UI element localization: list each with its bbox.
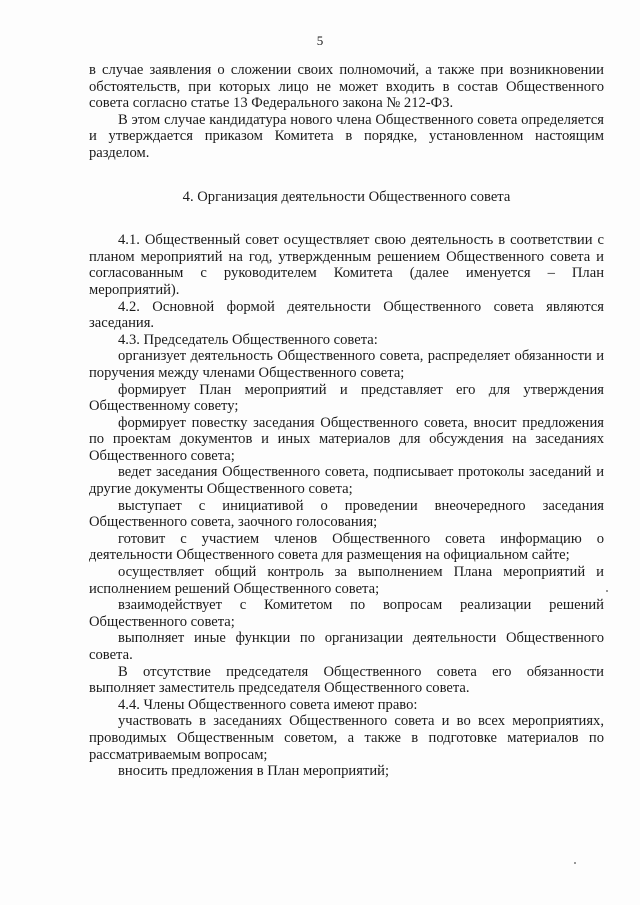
section-heading: 4. Организация деятельности Общественного совета <box>182 188 511 205</box>
paragraph: формирует План мероприятий и представляет его для утверждения Общественному совету; <box>89 381 604 415</box>
paragraph: взаимодействует с Комитетом по вопросам реализации решений Общественного совета; <box>89 597 604 630</box>
paragraph: выполняет иные функции по организации деятельности Общественного совета. <box>89 630 604 663</box>
paragraphs-top <box>89 62 604 162</box>
paragraph: 4.2. Основной формой деятельности Общественного совета являются заседания. <box>89 298 604 332</box>
paragraph: готовит с участием членов Общественного совета информацию о деятельности Общественного совета для размещения на официальном сайте; <box>89 530 604 564</box>
page-number: 5 <box>316 33 324 48</box>
paragraph: 4.1. Общественный совет осуществляет свою деятельность в соответствии с планом мероприятий на год, утвержденным решением Общественного совета и согласованным с руководителем Комитета (далее именуется – План мероприятий). <box>89 232 604 298</box>
paragraph: ведет заседания Общественного совета, подписывает протоколы заседаний и другие документы Общественного совета; <box>89 464 604 498</box>
paragraphs-main <box>89 232 604 780</box>
paragraph: осуществляет общий контроль за выполнением Плана мероприятий и исполнением решений Общественного совета; <box>89 564 604 597</box>
paragraph: формирует повестку заседания Общественного совета, вносит предложения по проектам документов и иных материалов для обсуждения на заседаниях Общественного совета; <box>89 414 604 464</box>
scan-speck <box>606 590 608 592</box>
document-body <box>89 62 604 780</box>
paragraph: выступает с инициативой о проведении внеочередного заседания Общественного совета, заочного голосования; <box>89 497 604 531</box>
paragraph: 4.4. Члены Общественного совета имеют право: <box>118 696 418 713</box>
paragraph: в случае заявления о сложении своих полномочий, а также при возникновении обстоятельств, при которых лицо не может входить в состав Общественного совета согласно статье 13 Федерального закона № 212-ФЗ. <box>89 62 604 112</box>
paragraph: участвовать в заседаниях Общественного совета и во всех мероприятиях, проводимых Общественным советом, а также в подготовке материалов по рассматриваемым вопросам; <box>89 713 604 763</box>
scan-speck <box>574 862 576 864</box>
paragraph: организует деятельность Общественного совета, распределяет обязанности и поручения между членами Общественного совета; <box>89 348 604 381</box>
paragraph: вносить предложения в План мероприятий; <box>118 763 389 780</box>
paragraph: 4.3. Председатель Общественного совета: <box>118 331 378 348</box>
paragraph: В этом случае кандидатура нового члена Общественного совета определяется и утверждается приказом Комитета в порядке, установленном настоящим разделом. <box>89 111 604 161</box>
paragraph: В отсутствие председателя Общественного совета его обязанности выполняет заместитель председателя Общественного совета. <box>89 663 604 697</box>
